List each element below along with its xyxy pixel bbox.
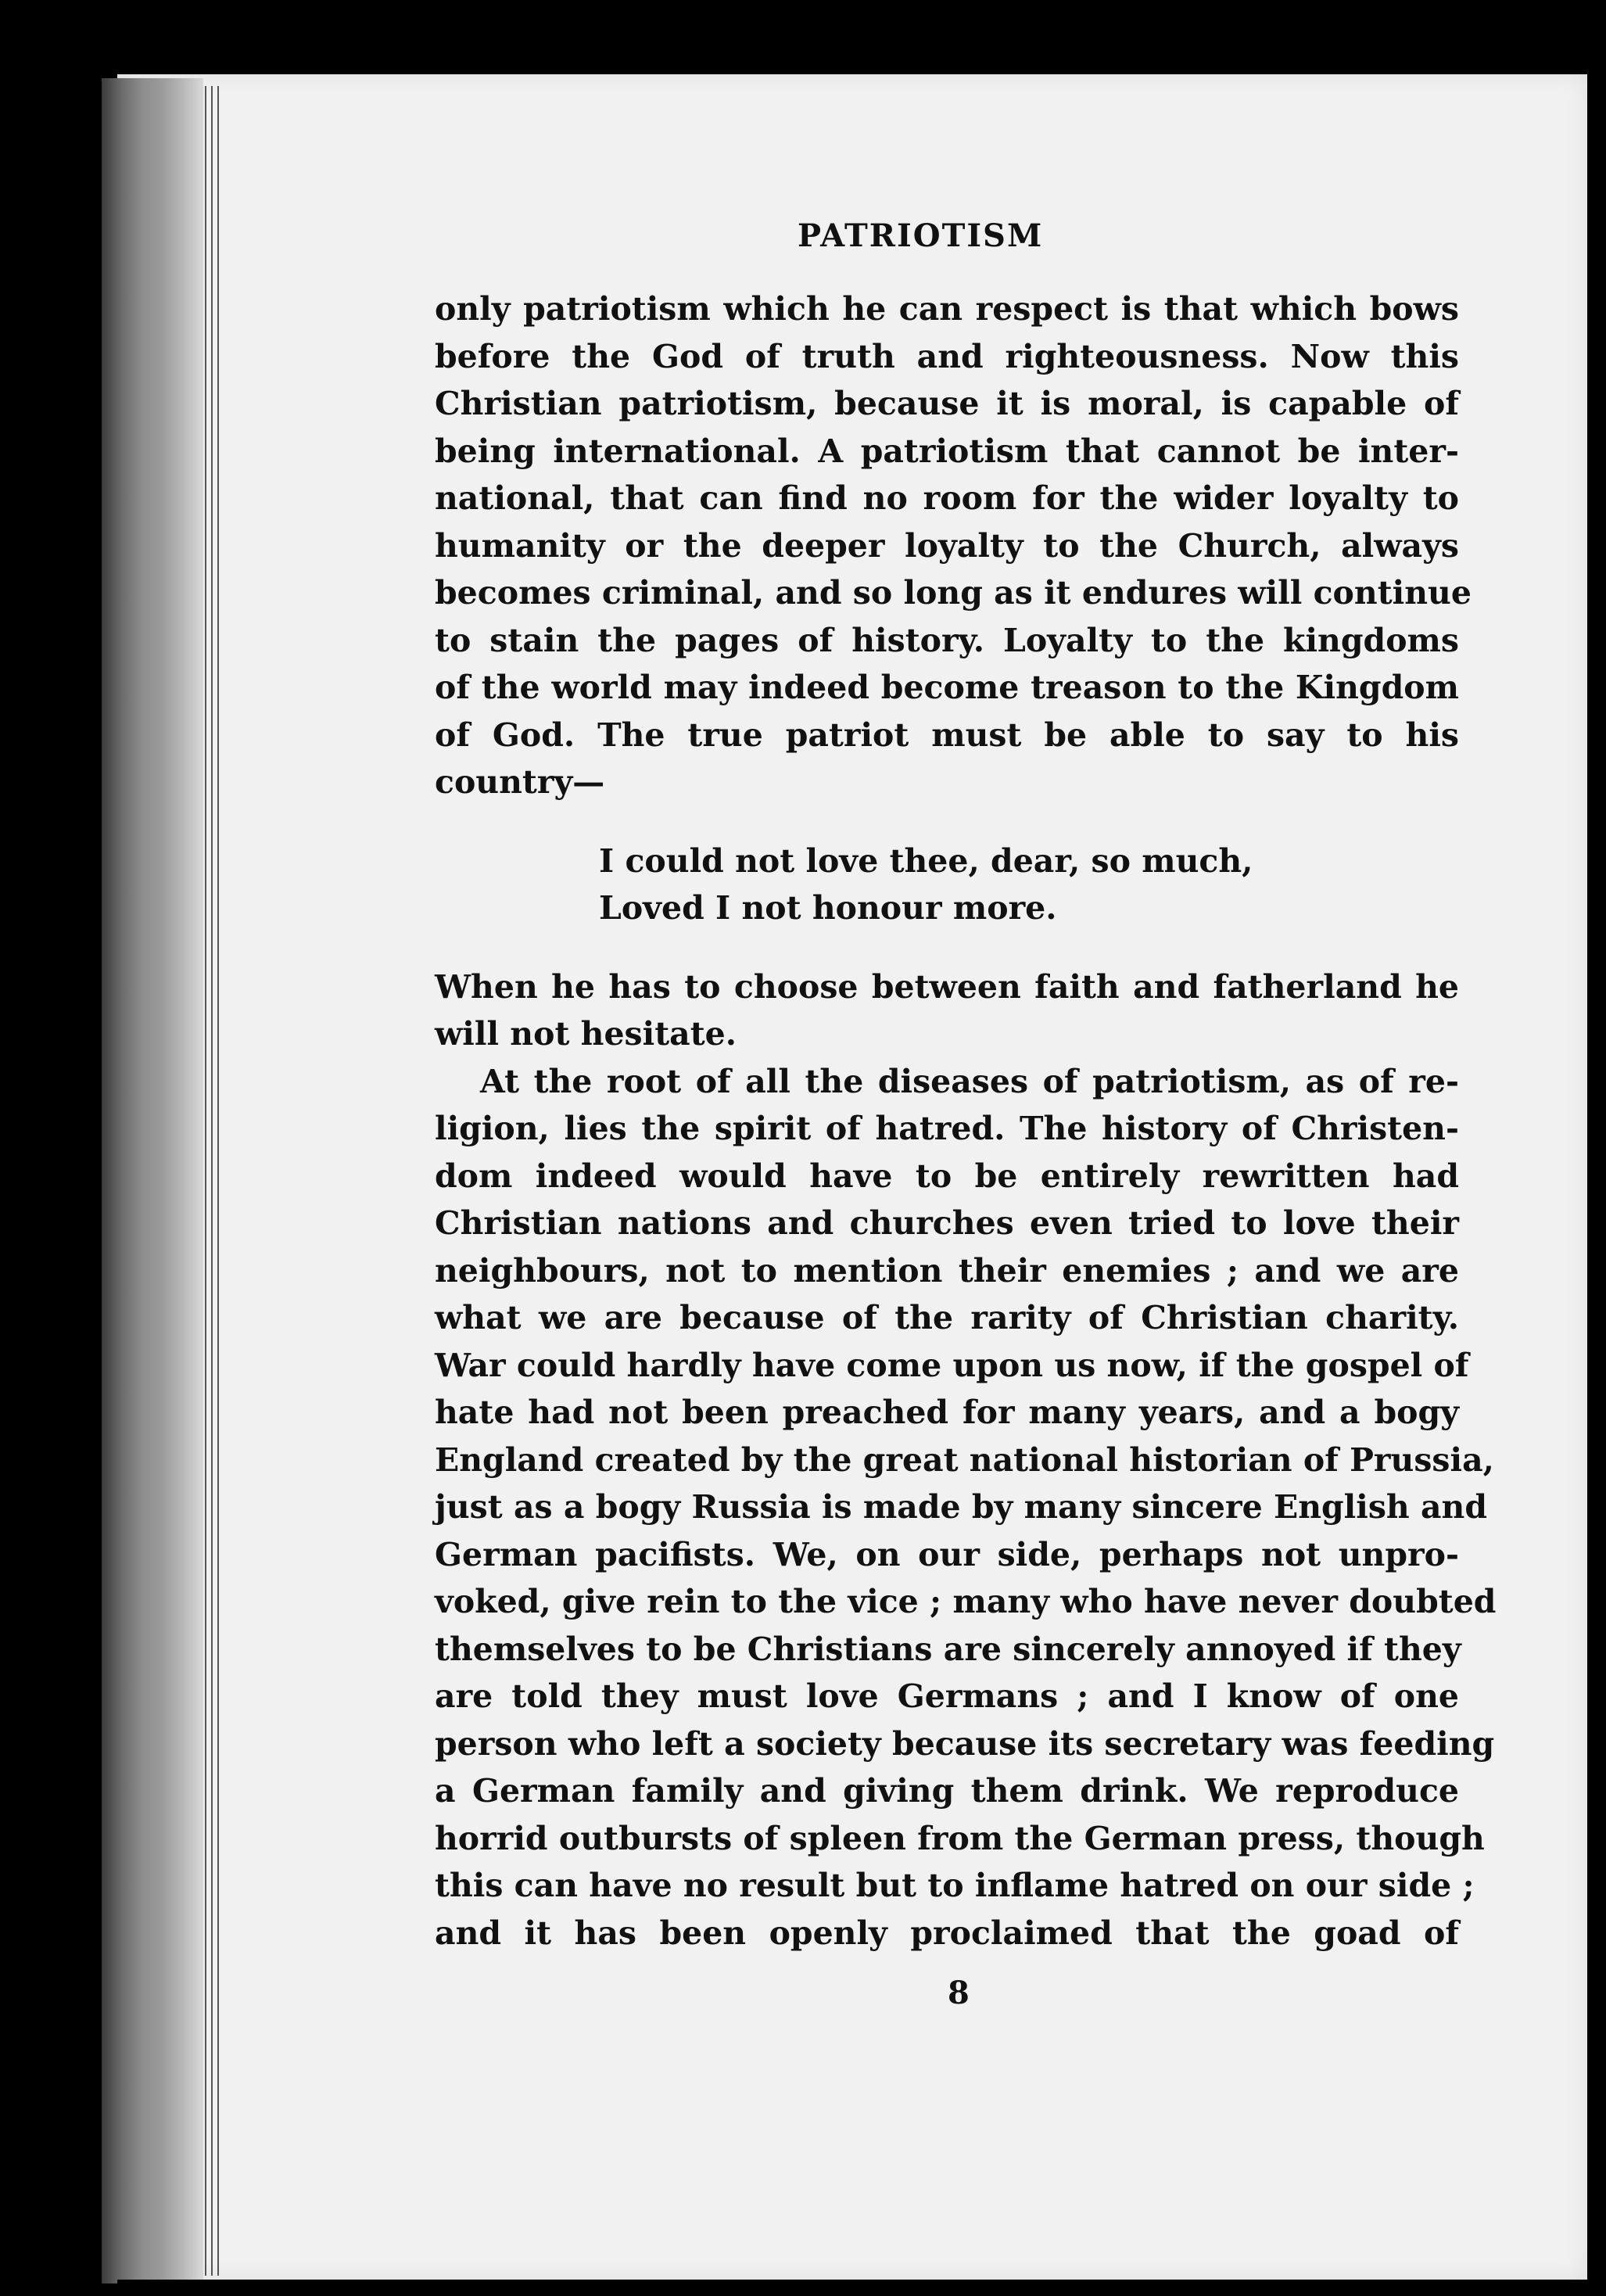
text-line: England created by the great national historian of Prussia,	[435, 1440, 1494, 1479]
body-text	[435, 285, 1497, 1957]
running-head: PATRIOTISM	[798, 217, 1044, 254]
binding-rule	[205, 86, 206, 2276]
text-line: themselves to be Christians are sincerely annoyed if they	[435, 1630, 1461, 1668]
verse-quotation	[435, 838, 1459, 932]
text-line: hate had not been preached for many years, and a bogy	[435, 1394, 1459, 1431]
text-line: and it has been openly proclaimed that the goad of	[435, 1914, 1459, 1952]
text-line: country—	[435, 763, 605, 801]
text-line: horrid outbursts of spleen from the German press, though	[435, 1819, 1485, 1857]
text-line: just as a bogy Russia is made by many sincere English and	[435, 1488, 1488, 1526]
book-binding-edge	[102, 78, 203, 2283]
text-line: neighbours, not to mention their enemies ; and we are	[435, 1251, 1459, 1290]
text-line: being international. A patriotism that cannot be inter-	[435, 432, 1459, 470]
verse-line: I could not love thee, dear, so much,	[599, 841, 1253, 880]
text-line: humanity or the deeper loyalty to the Church, always	[435, 526, 1459, 565]
text-line: only patriotism which he can respect is that which bows	[435, 290, 1459, 328]
text-line: to stain the pages of history. Loyalty to the kingdoms	[435, 621, 1459, 659]
binding-rule	[217, 86, 219, 2276]
text-line: what we are because of the rarity of Christian charity.	[435, 1299, 1459, 1336]
text-line: When he has to choose between faith and fatherland he	[435, 967, 1459, 1006]
text-line: are told they must love Germans ; and I know of one	[435, 1677, 1459, 1715]
text-line: of God. The true patriot must be able to say to his	[435, 716, 1459, 754]
paragraph-block	[435, 285, 1472, 806]
binding-rule	[211, 86, 213, 2276]
text-line: War could hardly have come upon us now, if the gospel of	[435, 1346, 1469, 1384]
text-line: becomes criminal, and so long as it endures will continue	[435, 574, 1472, 612]
scan-bottom-edge	[117, 2280, 1587, 2296]
text-line: German pacifists. We, on our side, perhaps not unpro-	[435, 1535, 1459, 1573]
text-line: this can have no result but to inflame hatred on our side ;	[435, 1867, 1475, 1904]
paragraph-block	[435, 963, 1497, 1957]
text-line: voked, give rein to the vice ; many who have never doubted	[435, 1583, 1497, 1620]
verse-line: Loved I not honour more.	[599, 889, 1057, 927]
text-line: At the root of all the diseases of patriotism, as of re-	[480, 1062, 1459, 1100]
text-line: national, that can find no room for the wider loyalty to	[435, 479, 1459, 517]
text-line: of the world may indeed become treason to the Kingdom	[435, 669, 1459, 706]
text-line: a German family and giving them drink. We reproduce	[435, 1772, 1459, 1810]
verse-gap	[435, 932, 1459, 963]
page-number: 8	[948, 1975, 970, 2011]
text-line: Christian patriotism, because it is moral, is capable of	[435, 385, 1459, 422]
text-line: will not hesitate.	[435, 1015, 737, 1053]
text-line: person who left a society because its secretary was feeding	[435, 1724, 1495, 1763]
text-line: before the God of truth and righteousness. Now this	[435, 337, 1459, 375]
text-line: ligion, lies the spirit of hatred. The history of Christen-	[435, 1110, 1459, 1147]
text-line: dom indeed would have to be entirely rewritten had	[435, 1157, 1459, 1195]
text-line: Christian nations and churches even tried to love their	[435, 1204, 1459, 1242]
verse-gap	[435, 806, 1459, 838]
